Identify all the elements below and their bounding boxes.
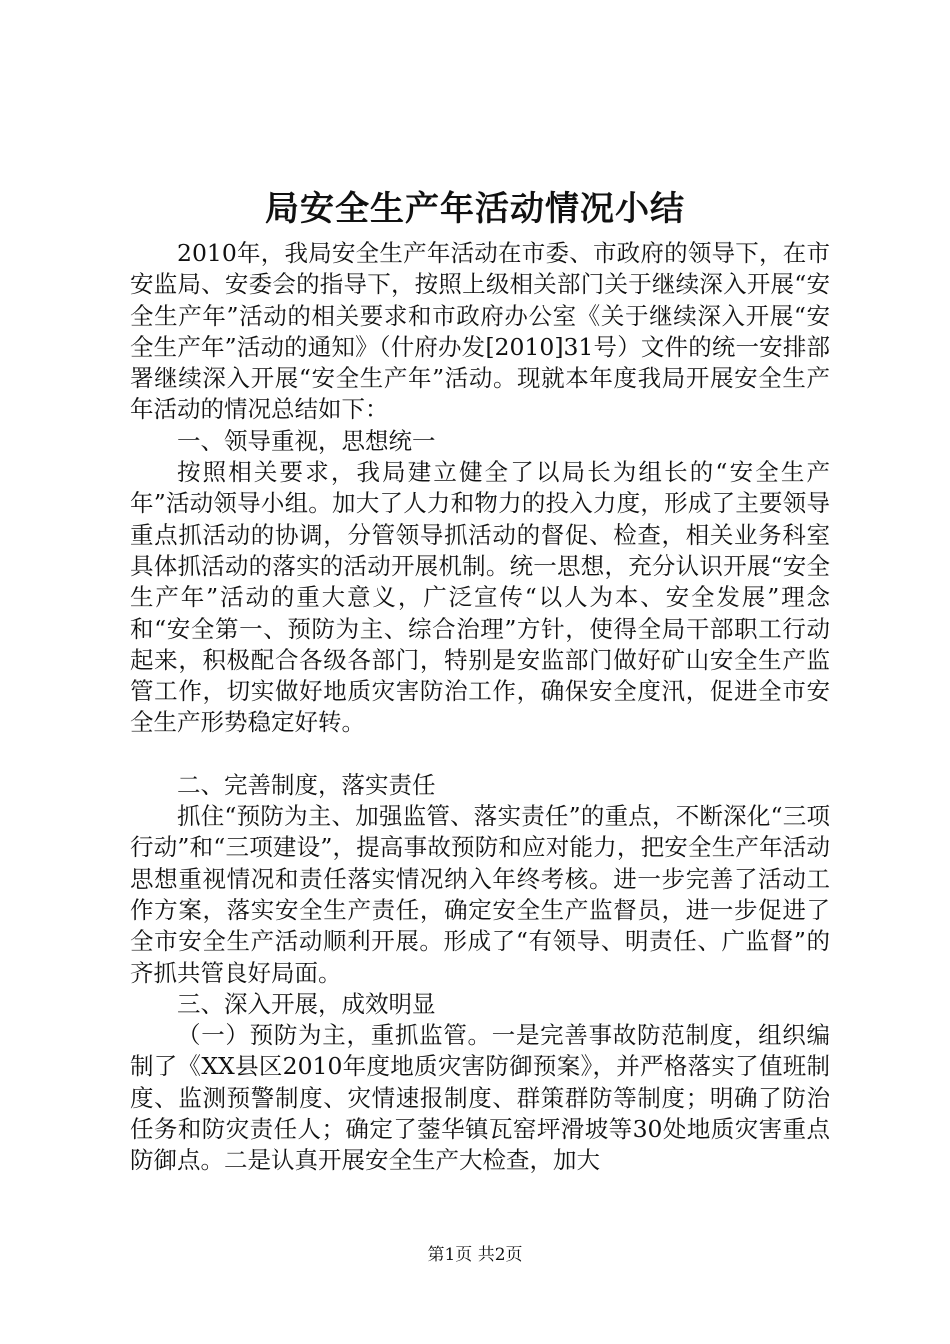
document-title: 局安全生产年活动情况小结 [265,189,685,229]
document-body [130,238,830,1177]
section-heading-1: 一、领导重视，思想统一 [177,426,436,455]
paragraph-section-2: 抓住“预防为主、加强监管、落实责任”的重点，不断深化“三项行动”和“三项建设”，提高事故预防和应对能力，把安全生产年活动思想重视情况和责任落实情况纳入年终考核。进一步完善了活动工作方案，落实安全生产责任，确定安全生产监督员，进一步促进了全市安全生产活动顺利开展。形成了“有领导、明责任、广监督”的齐抓共管良好局面。 [130,802,830,987]
paragraph-intro: 2010年，我局安全生产年活动在市委、市政府的领导下，在市安监局、安委会的指导下，按照上级相关部门关于继续深入开展“安全生产年”活动的相关要求和市政府办公室《关于继续深入开展“安全生产年”活动的通知》（什府办发[2010]31号）文件的统一安排部署继续深入开展“安全生产年”活动。现就本年度我局开展安全生产年活动的情况总结如下： [130,239,830,424]
page-footer: 第1页 共2页 [427,1245,523,1265]
paragraph-section-3: （一）预防为主，重抓监管。一是完善事故防范制度，组织编制了《XX县区2010年度地质灾害防御预案》，并严格落实了值班制度、监测预警制度、灾情速报制度、群策群防等制度；明确了防治任务和防灾责任人；确定了蓥华镇瓦窑坪滑坡等30处地质灾害重点防御点。二是认真开展安全生产大检查，加大 [130,1021,830,1175]
section-heading-2: 二、完善制度，落实责任 [177,770,436,799]
section-heading-3: 三、深入开展，成效明显 [177,989,436,1018]
paragraph-section-1: 按照相关要求，我局建立健全了以局长为组长的“安全生产年”活动领导小组。加大了人力和物力的投入力度，形成了主要领导重点抓活动的协调，分管领导抓活动的督促、检查，相关业务科室具体抓活动的落实的活动开展机制。统一思想，充分认识开展“安全生产年”活动的重大意义，广泛宣传“以人为本、安全发展”理念和“安全第一、预防为主、综合治理”方针，使得全局干部职工行动起来，积极配合各级各部门，特别是安监部门做好矿山安全生产监管工作，切实做好地质灾害防治工作，确保安全度汛，促进全市安全生产形势稳定好转。 [130,458,830,737]
